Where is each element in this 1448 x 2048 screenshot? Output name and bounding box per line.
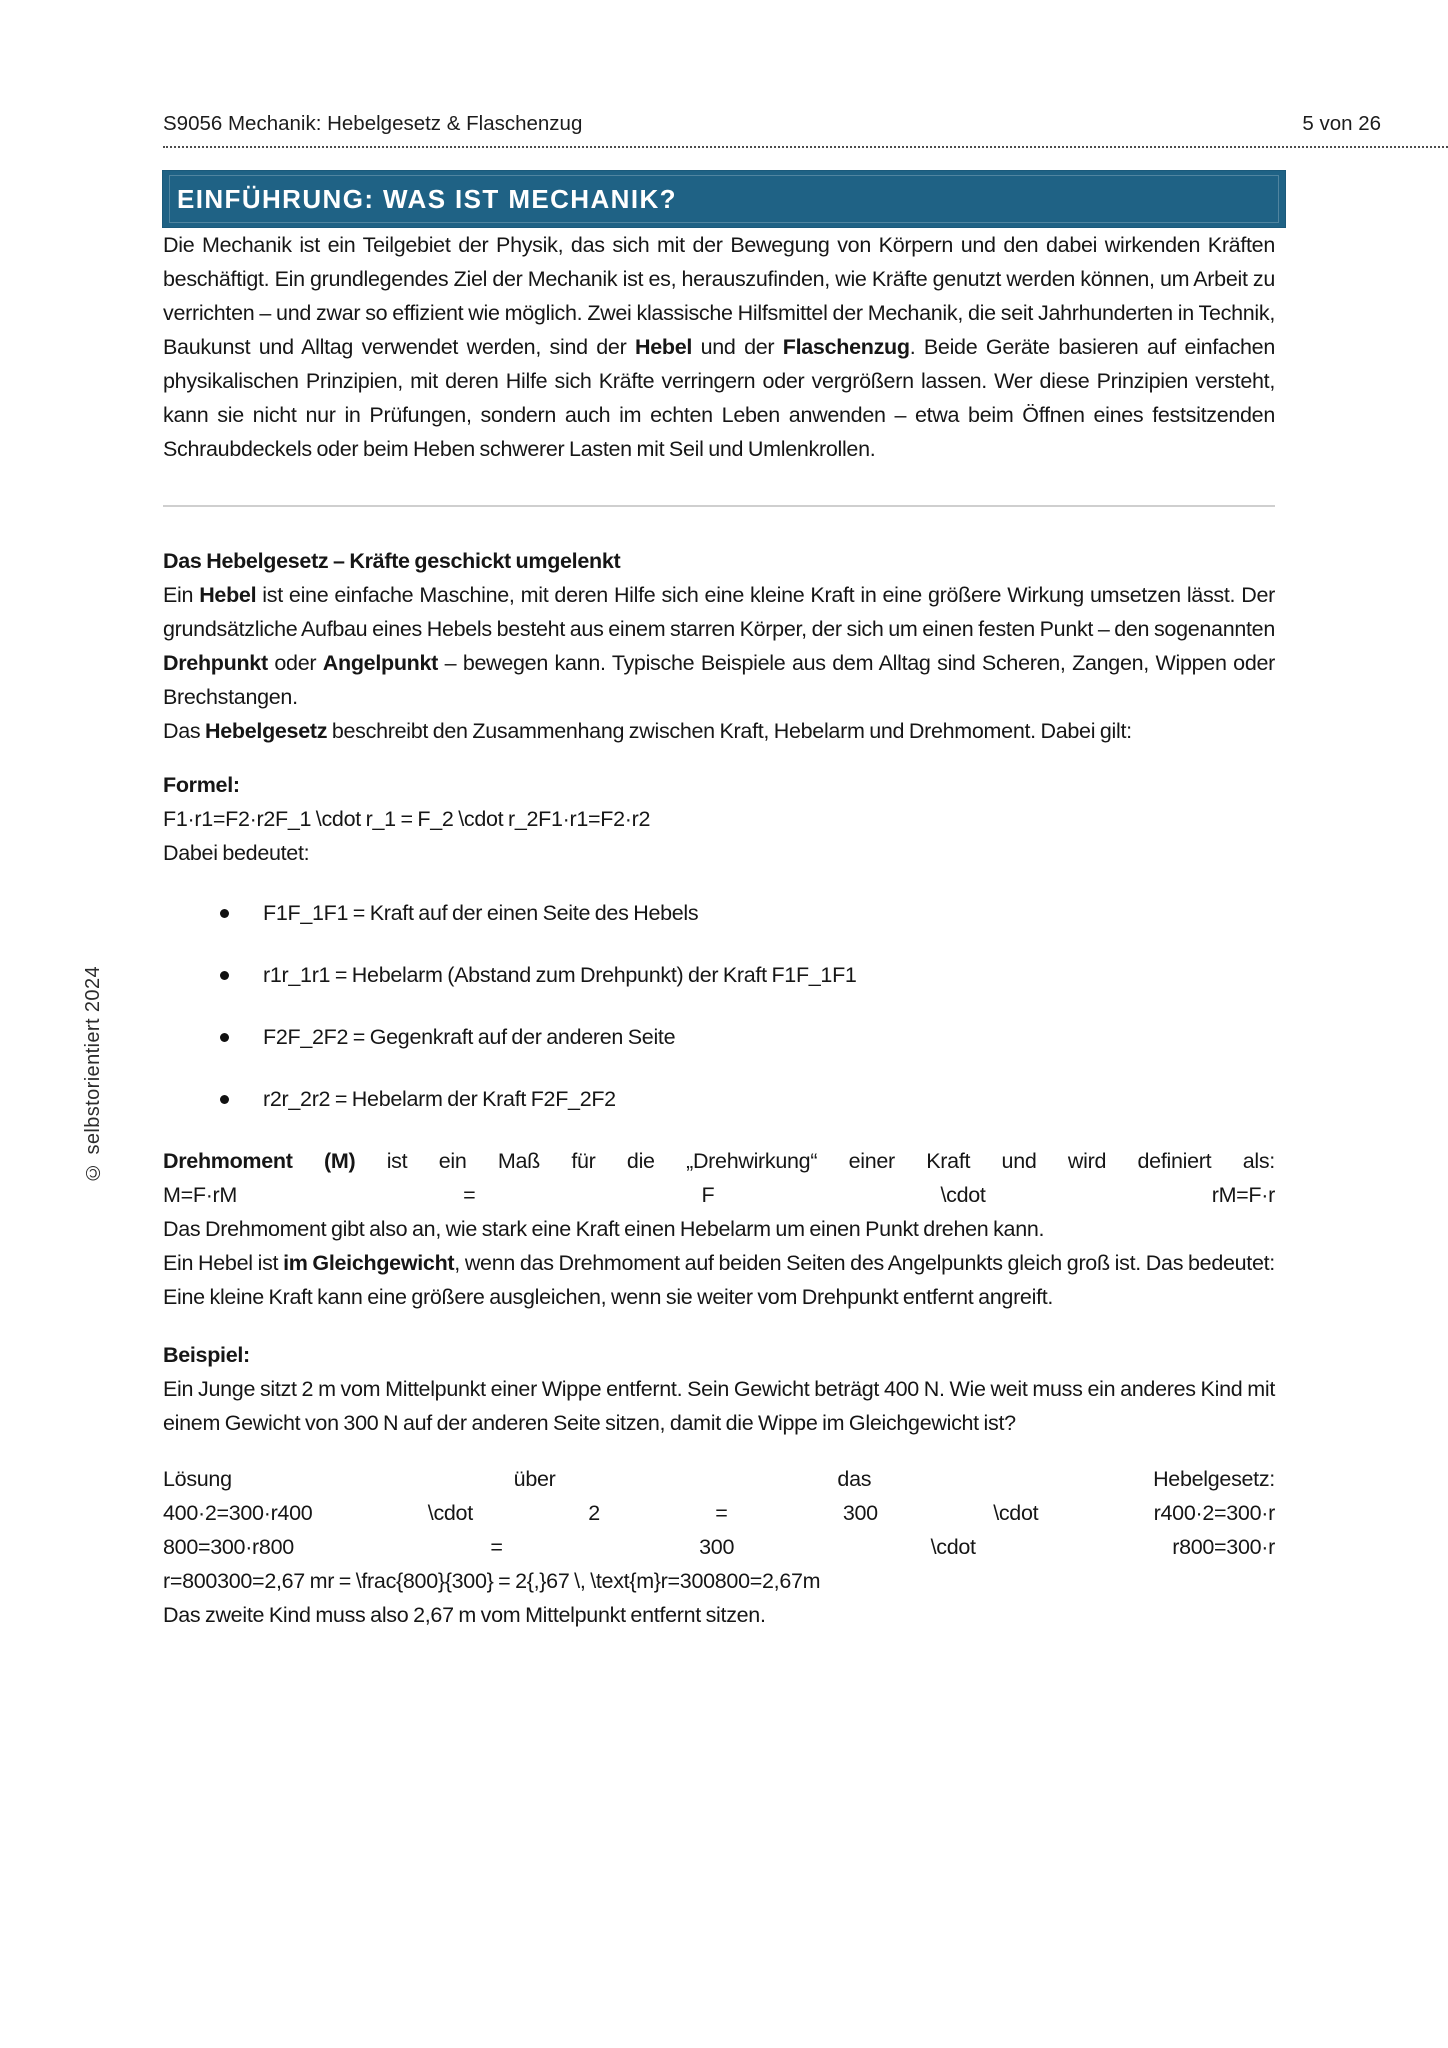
- text: F: [701, 1183, 715, 1207]
- text: 300: [699, 1535, 735, 1559]
- definition-item: [163, 1020, 1275, 1054]
- bullet-icon: [220, 971, 229, 980]
- header-document-title: S9056 Mechanik: Hebelgesetz & Flaschenzug: [163, 112, 583, 135]
- text: Ein Junge sitzt 2 m vom Mittelpunkt einer Wippe entfernt. Sein Gewicht beträgt 400 N. Wie weit muss ein anderes Kind mit einem Gewicht von 300 N auf der anderen Seite sitzen, damit die Wippe im Gleichgewicht ist?: [163, 1377, 1275, 1435]
- hebelgesetz-paragraph: [163, 714, 1275, 748]
- subsection-heading: Das Hebelgesetz – Kräfte geschickt umgelenkt: [163, 549, 621, 573]
- text: , wenn das Drehmoment auf beiden Seiten des Angelpunkts gleich groß ist. Das bedeutet: Eine kleine Kraft kann eine größere ausgleichen, wenn sie weiter vom Drehpunkt entfernt angreift.: [163, 1251, 1275, 1309]
- justified-line: [163, 1144, 1275, 1178]
- bold-text: Drehmoment: [163, 1149, 293, 1173]
- document-body: [163, 228, 1275, 1632]
- bold-text: Angelpunkt: [322, 651, 439, 675]
- text: Ein: [163, 583, 200, 607]
- bold-text: (M): [323, 1149, 356, 1173]
- definition-text: r2r_2r2 = Hebelarm der Kraft F2F_2F2: [263, 1087, 616, 1111]
- definition-item: [163, 958, 1275, 992]
- text: \cdot: [940, 1183, 986, 1207]
- definition-item: [163, 896, 1275, 930]
- hebel-paragraph: [163, 578, 1275, 714]
- page-header: [163, 112, 1381, 136]
- intro-paragraph: [163, 228, 1275, 466]
- bold-text: Formel:: [163, 773, 240, 797]
- justified-line: [163, 1462, 1275, 1496]
- justified-line: [163, 1496, 1275, 1530]
- text: die: [626, 1149, 655, 1173]
- text: r400·2=300·r: [1153, 1501, 1275, 1525]
- copyright-vertical-text: © selbstorientiert 2024: [82, 966, 104, 1183]
- bold-text: Hebel: [199, 583, 257, 607]
- bold-text: im Gleichgewicht: [283, 1251, 455, 1275]
- text: Kraft: [926, 1149, 971, 1173]
- text-line: [163, 768, 1275, 802]
- text: beschreibt den Zusammenhang zwischen Kraft, Hebelarm und Drehmoment. Dabei gilt:: [327, 719, 1132, 743]
- text: definiert: [1137, 1149, 1212, 1173]
- text: über: [513, 1467, 556, 1491]
- text-line: [163, 1212, 1275, 1246]
- text: =: [490, 1535, 503, 1559]
- header-page-number: 5 von 26: [1302, 112, 1381, 135]
- section-title-bar: [163, 171, 1285, 227]
- text: =: [715, 1501, 728, 1525]
- header-divider-dotted: [163, 146, 1448, 148]
- definition-text: F1F_1F1 = Kraft auf der einen Seite des Hebels: [263, 901, 699, 925]
- text: ist eine einfache Maschine, mit deren Hilfe sich eine kleine Kraft in eine größere Wirkung umsetzen lässt. Der grundsätzliche Aufbau eines Hebels besteht aus einem starren Körper, der sich um einen festen Punkt – den sogenannten: [163, 583, 1275, 641]
- text: rM=F·r: [1211, 1183, 1275, 1207]
- section-divider: [163, 505, 1275, 507]
- text: 400·2=300·r400: [163, 1501, 313, 1525]
- text: Dabei bedeutet:: [163, 841, 310, 865]
- definition-text: r1r_1r1 = Hebelarm (Abstand zum Drehpunkt) der Kraft F1F_1F1: [263, 963, 857, 987]
- text: Das: [163, 719, 206, 743]
- text: oder: [267, 651, 323, 675]
- bold-text: Drehpunkt: [163, 651, 268, 675]
- bold-text: Hebel: [634, 335, 693, 359]
- bold-text: Flaschenzug: [782, 335, 910, 359]
- paragraph-label: [163, 1338, 1275, 1372]
- text: Das zweite Kind muss also 2,67 m vom Mittelpunkt entfernt sitzen.: [163, 1603, 766, 1627]
- schluss-line: [163, 1598, 1275, 1632]
- text: \cdot: [930, 1535, 976, 1559]
- text: – bewegen kann. Typische Beispiele aus dem Alltag sind Scheren, Zangen, Wippen oder Brechstangen.: [163, 651, 1275, 709]
- text: ein: [438, 1149, 467, 1173]
- text: ist: [386, 1149, 408, 1173]
- text: und: [1001, 1149, 1037, 1173]
- text: 300: [842, 1501, 878, 1525]
- text: Maß: [497, 1149, 540, 1173]
- text: einer: [848, 1149, 895, 1173]
- bullet-icon: [220, 909, 229, 918]
- text: Ein Hebel ist: [163, 1251, 284, 1275]
- gleichgewicht-paragraph: [163, 1246, 1275, 1314]
- text: und der: [692, 335, 783, 359]
- definition-item: [163, 1082, 1275, 1116]
- text: . Beide Geräte basieren auf einfachen physikalischen Prinzipien, mit deren Hilfe sich Kräfte verringern oder vergrößern lassen. Wer diese Prinzipien versteht, kann sie nicht nur in Prüfungen, sondern auch im echten Leben anwenden – etwa beim Öffnen eines festsitzenden Schraubdeckels oder beim Heben schwerer Lasten mit Seil und Umlenkrollen.: [163, 335, 1275, 461]
- text: für: [571, 1149, 596, 1173]
- text-line: [163, 1564, 1275, 1598]
- beispiel-block: [163, 1338, 1275, 1440]
- text: \cdot: [427, 1501, 473, 1525]
- definitions-list: [163, 896, 1275, 1116]
- dabei-bedeutet-line: [163, 836, 1275, 870]
- text: wird: [1067, 1149, 1107, 1173]
- bold-text: Hebelgesetz: [205, 719, 328, 743]
- text: Lösung: [163, 1467, 232, 1491]
- section-title: EINFÜHRUNG: WAS IST MECHANIK?: [177, 183, 677, 214]
- loesung-block: [163, 1462, 1275, 1598]
- text: Die Mechanik ist ein Teilgebiet der Physik, das sich mit der Bewegung von Körpern und den dabei wirkenden Kräften beschäftigt. Ein grundlegendes Ziel der Mechanik ist es, herauszufinden, wie Kräfte genutzt werden können, um Arbeit zu verrichten – und zwar so effizient wie möglich. Zwei klassische Hilfsmittel der Mechanik, die seit Jahrhunderten in Technik, Baukunst und Alltag verwendet werden, sind der: [163, 233, 1275, 359]
- text-line: [163, 802, 1275, 836]
- text: 800=300·r800: [163, 1535, 294, 1559]
- formel-block: [163, 768, 1275, 836]
- justified-line: [163, 1178, 1275, 1212]
- text: Das Drehmoment gibt also an, wie stark eine Kraft einen Hebelarm um einen Punkt drehen kann.: [163, 1217, 1045, 1241]
- text: =: [463, 1183, 476, 1207]
- bullet-icon: [220, 1033, 229, 1042]
- text: F1·r1=F2·r2F_1 \cdot r_1 = F_2 \cdot r_2F1·r1=F2·r2: [163, 807, 651, 831]
- text: als:: [1242, 1149, 1275, 1173]
- text: Hebelgesetz:: [1153, 1467, 1275, 1491]
- text: r800=300·r: [1172, 1535, 1275, 1559]
- paragraph-text: [163, 1372, 1275, 1440]
- text: r=800300=2,67 mr = \frac{800}{300} = 2{,}67 \, \text{m}r=300800=2,67m: [163, 1569, 821, 1593]
- justified-line: [163, 1530, 1275, 1564]
- text: M=F·rM: [163, 1183, 238, 1207]
- drehmoment-paragraph: [163, 1144, 1275, 1246]
- bullet-icon: [220, 1095, 229, 1104]
- text: „Drehwirkung“: [686, 1149, 818, 1173]
- text: \cdot: [993, 1501, 1039, 1525]
- text: das: [837, 1467, 872, 1491]
- bold-text: Beispiel:: [163, 1343, 250, 1367]
- definition-text: F2F_2F2 = Gegenkraft auf der anderen Seite: [263, 1025, 676, 1049]
- text: 2: [588, 1501, 600, 1525]
